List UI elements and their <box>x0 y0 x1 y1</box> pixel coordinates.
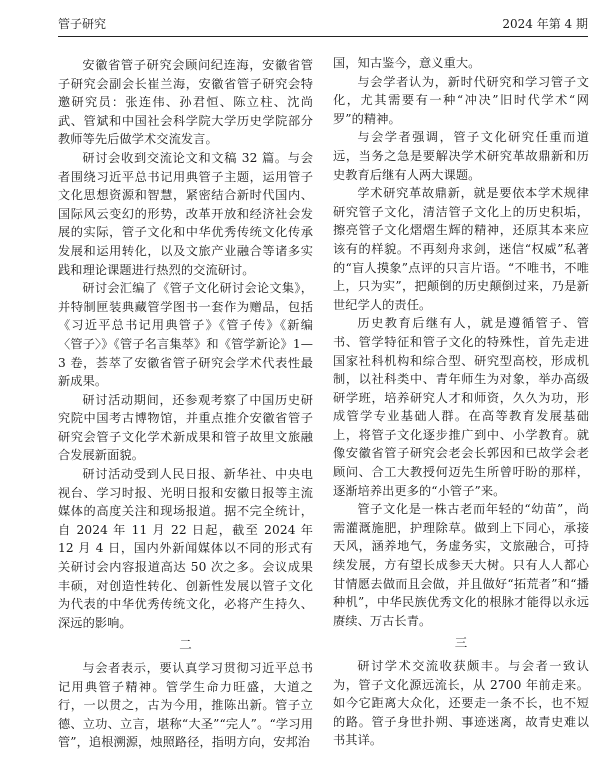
paragraph: 安徽省管子研究会顾问纪连海，安徽省管子研究会副会长崔兰海，安徽省管子研究会特邀研究员：张连伟、孙君恒、陈立柱、沈尚武、管斌和中国社会科学院大学历史学院部分教师等先后做学术交流发言。 <box>58 58 313 147</box>
issue-number: 2024 年第 4 期 <box>502 17 588 31</box>
paragraph: 学术研究革故鼎新，就是要依本学术规律研究管子文化，清洁管子文化上的历史积垢，擦亮管子文化熠熠生辉的精神，还原其本来应该有的样貌。不再刻舟求剑，迷信“权威”私著的“盲人摸象”点评的只言片语。“不唯书，不唯上，只为实”，把颠倒的历史颠倒过来，乃是新世纪学人的责任。 <box>333 186 589 312</box>
paragraph: 研讨活动受到人民日报、新华社、中央电视台、学习时报、光明日报和安徽日报等主流媒体的高度关注和现场报道。据不完全统计，自 2024 年 11 月 22 日起，截至 2024 年 12 月 4 日，国内外新闻媒体以不同的形式有关研讨会内容报道高达 50 次之多。会议成果丰硕，对创造性转化、创新性发展以管子文化为代表的中华优秀传统文化，必将产生持久、深远的影响。 <box>58 467 313 630</box>
paragraph: 与会学者强调，管子文化研究任重而道远，当务之急是要解决学术研究革故鼎新和历史教育后继有人两大课题。 <box>333 130 589 182</box>
paragraph-continuation: 国，知古鉴今，意义重大。 <box>333 56 481 70</box>
page-header <box>58 14 588 37</box>
paragraph: 历史教育后继有人，就是遵循管子、管书、管学特征和管子文化的特殊性，首先走进国家社科机构和综合型、研究型高校，形成机制，以社科类中、青年师生为对象，举办高级研学班，培养研究人才和师资，久久为功，形成管学专业基础人群。在高等教育发展基础上，将管子文化逐步推广到中、小学教育。就像安徽省管子研究会老会长郭因和已故学会老顾问、合工大教授何迈先生所曾吁盼的那样，逐渐培养出更多的“小管子”来。 <box>333 316 589 498</box>
paragraph: 与会学者认为，新时代研究和学习管子文化，尤其需要有一种“冲决”旧时代学术“网罗”的精神。 <box>333 74 589 126</box>
right-column <box>333 54 589 750</box>
journal-title: 管子研究 <box>58 17 107 31</box>
section-heading-two: 二 <box>179 637 192 653</box>
paragraph: 研讨活动期间，还参观考察了中国历史研究院中国考古博物馆，并重点推介安徽省管子研究会管子文化学术新成果和管子故里文旅融合发展新面貌。 <box>58 392 313 463</box>
section-heading-three: 三 <box>454 635 468 651</box>
paragraph: 管子文化是一株古老而年轻的“幼苗”，尚需灌溉施肥，护理除草。做到上下同心，承接天风，涵养地气，务虚务实，文旅融合，可持续发展，方有望长成参天大树。只有人人都心甘情愿去做而且会做，并且做好“拓荒者”和“播种机”，中华民族优秀文化的根脉才能得以永远赓续、万古长青。 <box>333 502 589 628</box>
paragraph: 研讨学术交流收获颇丰。与会者一致认为，管子文化源远流长，从 2700 年前走来。如今它距离大众化，还要走一条不长，也不短的路。管子身世扑朔、事迹迷离，故青史难以书其详。 <box>333 659 589 748</box>
paragraph: 研讨会汇编了《管子文化研讨会论文集》，并特制匣装典藏管学图书一套作为赠品，包括《习近平总书记用典管子》《管子传》《新编〈管子〉》《管子名言集萃》和《管学新论》1—3 卷，荟萃了安徽省管子研究会学术代表性最新成果。 <box>58 281 313 389</box>
paragraph: 与会者表示，要认真学习贯彻习近平总书记用典管子精神。管学生命力旺盛，大道之行，一以贯之，古为今用，推陈出新。管子立德、立功、立言，堪称“大圣”“完人”。“学习用管”，追根溯源，烛照路径，指明方向，安邦治 <box>58 661 313 750</box>
left-column <box>58 56 313 752</box>
paragraph: 研讨会收到交流论文和文稿 32 篇。与会者围绕习近平总书记用典管子主题，运用管子文化思想资源和智慧，紧密结合新时代国内、国际风云变幻的形势，改革开放和经济社会发展的实际，管子文化和中华优秀传统文化传承发展和运用转化，以及文旅产业融合等诸多实践和理论课题进行热烈的交流研讨。 <box>58 150 313 277</box>
